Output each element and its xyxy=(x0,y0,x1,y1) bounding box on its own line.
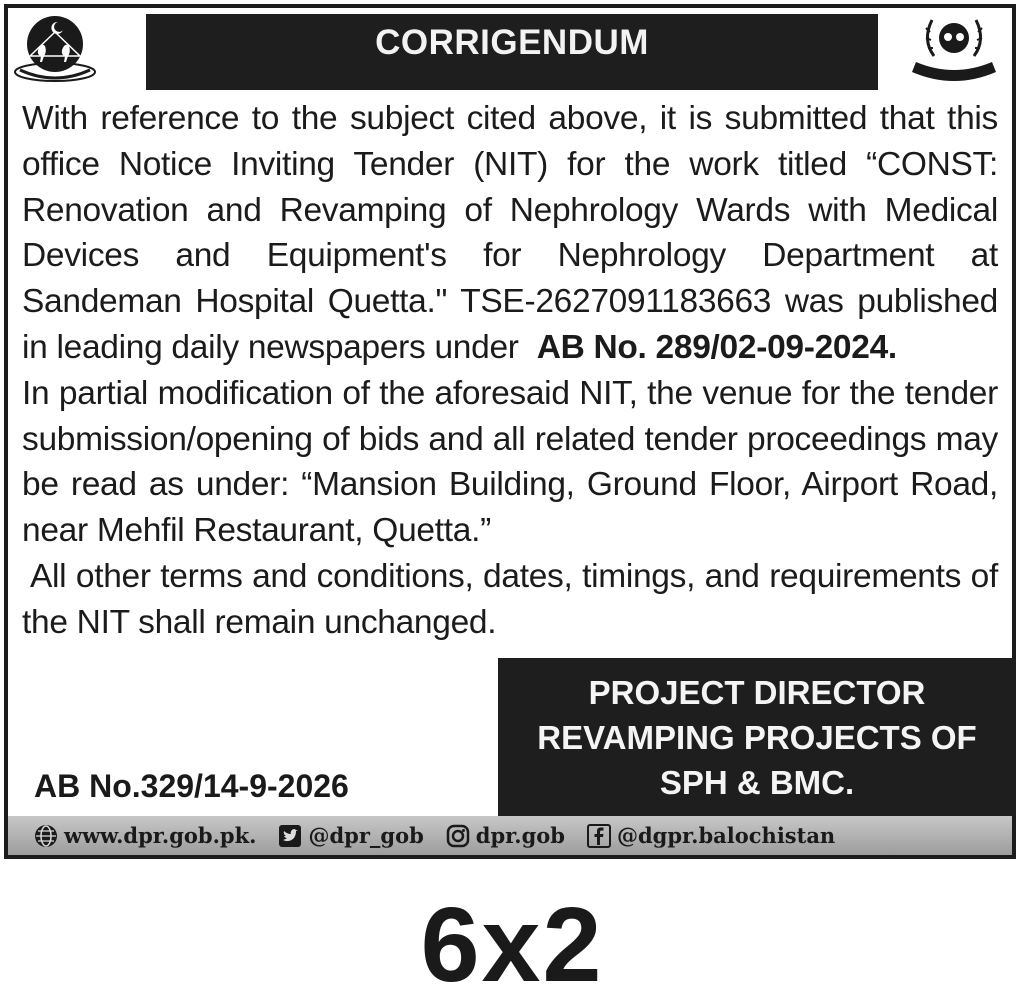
signature-line-2: REVAMPING PROJECTS OF xyxy=(537,719,977,756)
facebook-icon xyxy=(587,824,611,848)
footer-twitter[interactable] xyxy=(278,823,423,848)
paragraph-reference-text: With reference to the subject cited above, it is submitted that this office Notice Inviting Tender (NIT) for the work titled “CONST: Renovation and Revamping of Nephrology Wards with Medical Devices and Equipment's for Nephrology Department at Sandeman Hospital Quetta." TSE-2627091183663 was published in leading daily newspapers under xyxy=(22,100,998,366)
paragraph-reference xyxy=(22,96,998,371)
corrigendum-title-banner xyxy=(146,14,878,90)
signature-line-1: PROJECT DIRECTOR xyxy=(588,674,926,711)
globe-icon xyxy=(34,824,58,848)
footer-facebook[interactable] xyxy=(587,823,835,848)
department-emblem-right-logo xyxy=(904,10,1004,88)
website-link[interactable]: www.dpr.gob.pk. xyxy=(64,823,257,848)
footer-website[interactable] xyxy=(34,823,256,848)
twitter-handle[interactable]: @dpr_gob xyxy=(308,823,424,848)
original-ad-number: AB No. 289/02-09-2024. xyxy=(536,328,897,366)
contact-footer xyxy=(8,816,1012,855)
page-title: CORRIGENDUM xyxy=(375,23,649,62)
ad-size-label: 6x2 xyxy=(420,886,604,1004)
advertisement-number: AB No.329/14-9-2026 xyxy=(34,768,349,804)
instagram-handle[interactable]: dpr.gob xyxy=(475,823,565,848)
signature-line-3: SPH & BMC. xyxy=(659,764,855,801)
facebook-handle[interactable]: @dgpr.balochistan xyxy=(617,823,836,848)
twitter-icon xyxy=(278,824,302,848)
balochistan-emblem-left-logo xyxy=(10,10,100,88)
paragraph-unchanged-terms: All other terms and conditions, dates, timings, and requirements of the NIT shall remain unchanged. xyxy=(22,557,998,641)
paragraph-modification: In partial modification of the aforesaid NIT, the venue for the tender submission/opening of bids and all related tender proceedings may be read as under: “Mansion Building, Ground Floor, Airport Road, near Mehfil Restaurant, Quetta.” xyxy=(22,374,998,550)
instagram-icon xyxy=(446,824,470,848)
signature-block xyxy=(498,658,1016,816)
notice-body xyxy=(22,96,998,646)
footer-instagram[interactable] xyxy=(446,823,565,848)
